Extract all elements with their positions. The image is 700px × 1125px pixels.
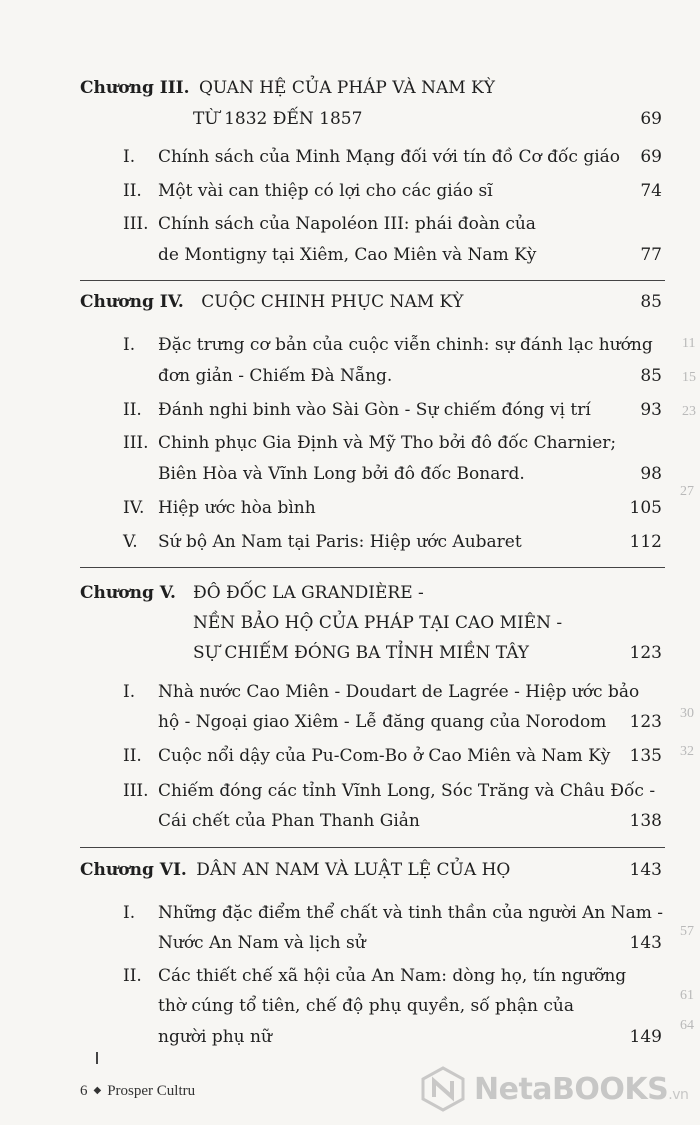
section-title: Đánh nghi binh vào Sài Gòn - Sự chiếm đóng vị trí [158,400,591,420]
diamond-separator-icon: ◆ [93,1085,102,1096]
section-title: Nước An Nam và lịch sử [158,933,366,953]
section-title: Một vài can thiệp có lợi cho các giáo sĩ [158,181,493,201]
section-page-number: 138 [629,811,662,831]
section-title: Chính sách của Napoléon III: phái đoàn của [158,214,536,234]
watermark-logo [420,1064,690,1116]
page-footer [80,1083,195,1100]
watermark-brand-name: NetaBOOKS [474,1072,669,1107]
chapter-4-heading [80,291,463,313]
section-title: Biên Hòa và Vĩnh Long bởi đô đốc Bonard. [158,464,525,484]
watermark-suffix: .vn [668,1087,689,1103]
chapter-3-heading [80,77,495,99]
show-through-number: 27 [680,484,694,499]
chapter-title-line: CUỘC CHINH PHỤC NAM KỲ [201,292,464,312]
show-through-number: 23 [682,404,696,419]
section-number: III. [123,214,149,234]
section-page-number: 123 [629,712,662,732]
show-through-number: 64 [680,1018,694,1033]
show-through-number: 32 [680,744,694,759]
footer-author: Prosper Cultru [107,1083,196,1099]
chapter-title-line: DÂN AN NAM VÀ LUẬT LỆ CỦA HỌ [196,860,511,880]
chapter-page-number: 85 [640,292,662,312]
chapter-title-line: ĐÔ ĐỐC LA GRANDIÈRE - [193,583,424,603]
section-number: II. [123,400,142,420]
chapter-label: Chương VI. [80,860,187,880]
section-title: Chiếm đóng các tỉnh Vĩnh Long, Sóc Trăng và Châu Đốc - [158,781,656,801]
section-number: II. [123,746,142,766]
show-through-number: 11 [682,336,696,351]
section-title: người phụ nữ [158,1027,272,1047]
section-title: Hiệp ước hòa bình [158,498,316,518]
section-title: Đặc trưng cơ bản của cuộc viễn chinh: sự đánh lạc hướng [158,335,653,355]
chapter-page-number: 143 [629,860,662,880]
section-page-number: 93 [640,400,662,420]
section-title: hộ - Ngoại giao Xiêm - Lễ đăng quang của Norodom [158,712,607,732]
section-page-number: 149 [629,1027,662,1047]
section-page-number: 69 [640,147,662,167]
section-number: I. [123,335,136,355]
chapter-title-line: TỪ 1832 ĐẾN 1857 [193,109,363,129]
chapter-label: Chương V. [80,583,176,603]
section-number: I. [123,903,136,923]
section-title: de Montigny tại Xiêm, Cao Miên và Nam Kỳ [158,245,537,265]
section-title: đơn giản - Chiếm Đà Nẵng. [158,366,393,386]
footer-page-number: 6 [80,1083,88,1099]
netabooks-logo-icon [420,1066,466,1112]
show-through-number: 30 [680,706,694,721]
section-number: IV. [123,498,145,518]
section-title: Cuộc nổi dậy của Pu-Com-Bo ở Cao Miên và Nam Kỳ [158,746,611,766]
section-number: II. [123,181,142,201]
section-title: Chính sách của Minh Mạng đối với tín đồ Cơ đốc giáo [158,147,621,167]
section-title: Các thiết chế xã hội của An Nam: dòng họ, tín ngưỡng [158,966,627,986]
section-title: thờ cúng tổ tiên, chế độ phụ quyền, số phận của [158,996,574,1016]
chapter-5-heading [80,582,176,604]
section-page-number: 85 [640,366,662,386]
chapter-label: Chương III. [80,78,190,98]
chapter-title-line: SỰ CHIẾM ĐÓNG BA TỈNH MIỀN TÂY [193,643,530,663]
chapter-divider [80,847,665,848]
section-page-number: 135 [629,746,662,766]
section-title: Nhà nước Cao Miên - Doudart de Lagrée - Hiệp ước bảo [158,682,640,702]
chapter-divider [80,567,665,568]
chapter-page-number: 69 [640,109,662,129]
section-title: Cái chết của Phan Thanh Giản [158,811,420,831]
chapter-divider [80,280,665,281]
show-through-number: 61 [680,988,694,1003]
section-page-number: 98 [640,464,662,484]
section-number: I. [123,682,136,702]
section-title: Những đặc điểm thể chất và tinh thần của người An Nam - [158,903,664,923]
section-page-number: 112 [629,532,662,552]
chapter-label: Chương IV. [80,292,184,312]
print-mark [96,1052,98,1064]
watermark-brand [474,1072,688,1107]
section-page-number: 105 [629,498,662,518]
show-through-number: 15 [682,370,696,385]
section-number: III. [123,433,149,453]
chapter-title-line: NỀN BẢO HỘ CỦA PHÁP TẠI CAO MIÊN - [193,613,563,633]
section-page-number: 74 [640,181,662,201]
section-page-number: 143 [629,933,662,953]
chapter-6-heading [80,859,510,881]
section-number: V. [123,532,138,552]
section-page-number: 77 [640,245,662,265]
section-title: Chinh phục Gia Định và Mỹ Tho bởi đô đốc Charnier; [158,433,617,453]
chapter-page-number: 123 [629,643,662,663]
section-number: III. [123,781,149,801]
section-number: II. [123,966,142,986]
show-through-number: 57 [680,924,694,939]
chapter-title-line: QUAN HỆ CỦA PHÁP VÀ NAM KỲ [198,78,495,98]
section-number: I. [123,147,136,167]
section-title: Sứ bộ An Nam tại Paris: Hiệp ước Aubaret [158,532,522,552]
